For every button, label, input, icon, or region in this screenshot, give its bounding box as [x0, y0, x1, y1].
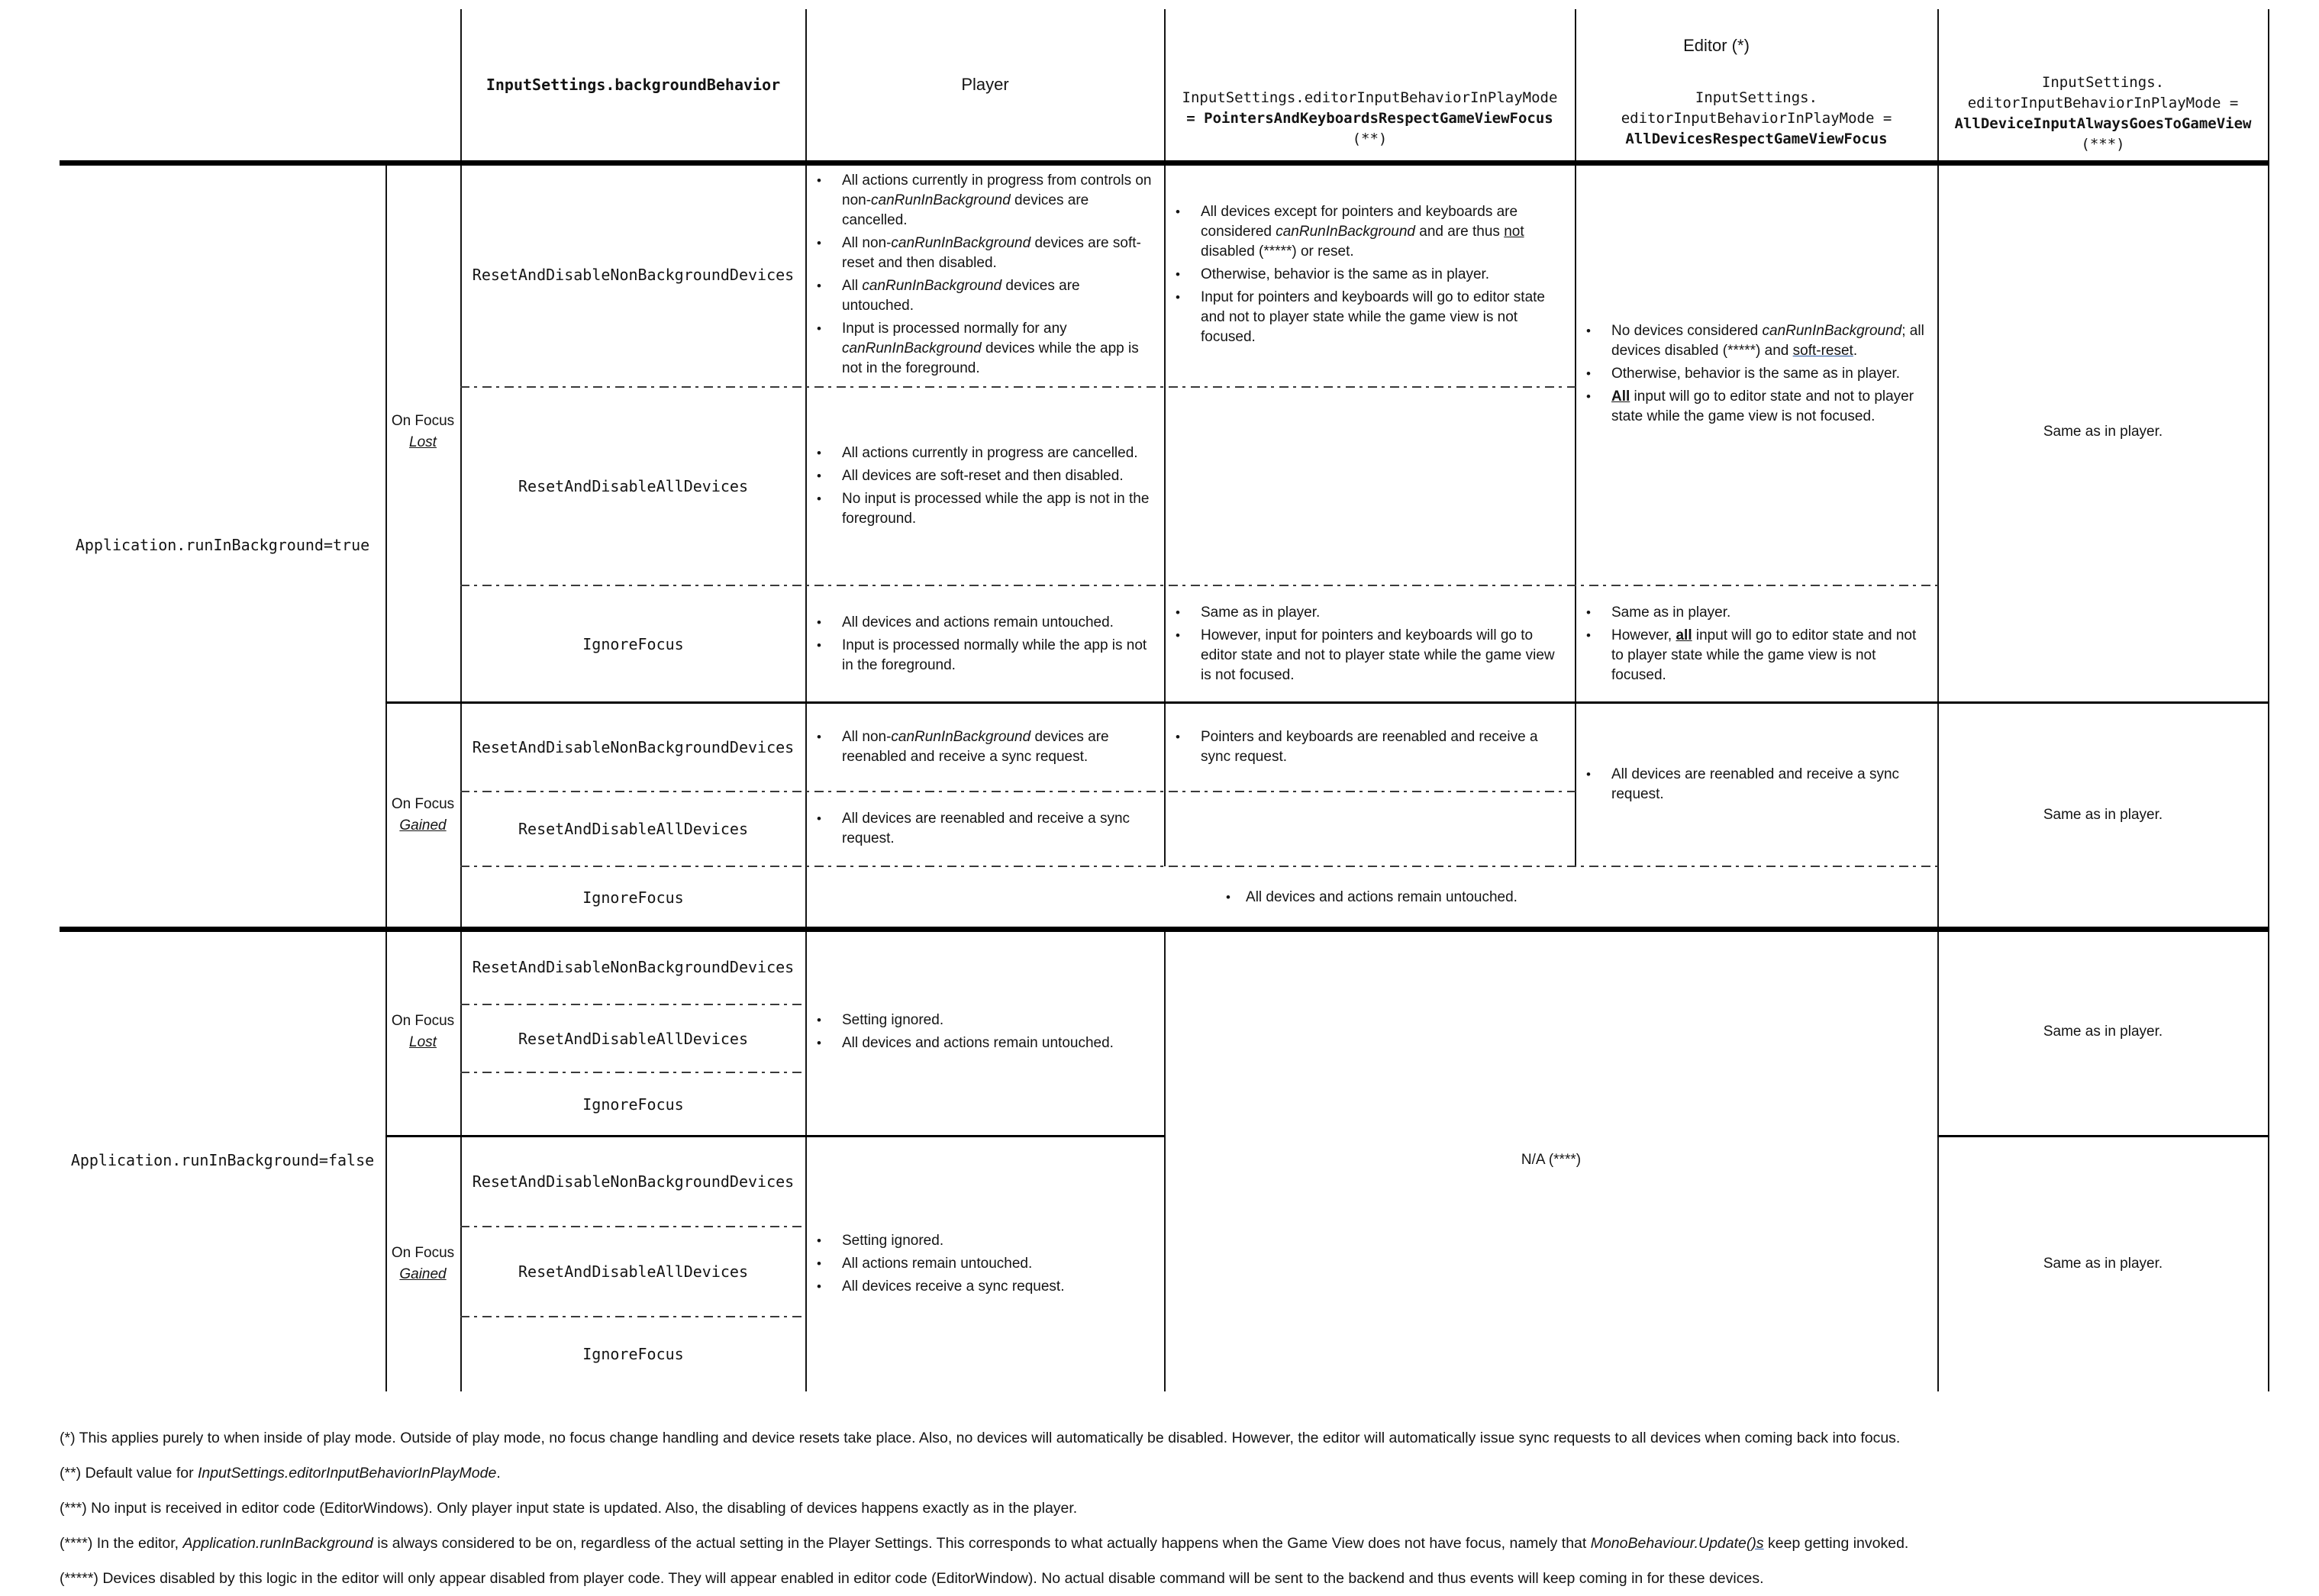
cell-true-lost-ignore-player [806, 585, 1164, 703]
text-segment: All devices and actions remain untouched. [1246, 889, 1518, 905]
bullet-text [1611, 626, 1937, 685]
bullet-text [1201, 288, 1575, 347]
text-segment: All devices except for pointers and keyboards are considered [1201, 204, 1518, 240]
behavior-true-gained-ignore: IgnoreFocus [582, 888, 684, 907]
text-segment: All actions currently in progress from controls on non- [842, 172, 1152, 208]
text-segment: Setting ignored. [842, 1233, 944, 1249]
cell-true-lost-alldevices-merged [1576, 163, 1937, 585]
text-segment: Otherwise, behavior is the same as in player. [1201, 266, 1490, 282]
header-pointers-line1: InputSettings.editorInputBehaviorInPlayMode [1182, 89, 1558, 106]
bullet-text [1611, 321, 1937, 361]
cell-true-lost-ignore-pointers [1165, 585, 1575, 703]
header-alldeviceinput-column [1938, 67, 2268, 160]
bullet-item [1576, 321, 1937, 361]
bullet-item [1165, 603, 1575, 623]
bullet-marker: • [1586, 767, 1591, 782]
bullet-marker: • [1586, 389, 1591, 404]
bullet-item [1165, 626, 1575, 685]
bullet-item [806, 1277, 1164, 1297]
behavior-true-lost-reset-all: ResetAndDisableAllDevices [518, 477, 749, 495]
header-player: Player [961, 75, 1009, 94]
cell-true-gained-nonbg-player [806, 703, 1164, 792]
text-segment: devices are reenabled and receive a sync request. [842, 729, 1109, 765]
bullet-text [1611, 603, 1937, 623]
cell-true-lost-ignore-alldevices [1576, 585, 1937, 703]
text-segment: input will go to editor state and not to player state while the game view is not focused. [1611, 388, 1914, 424]
bullet-item [1165, 288, 1575, 347]
bullet-marker: • [1176, 290, 1180, 305]
text-segment: However, [1611, 627, 1676, 643]
text-segment: canRunInBackground [871, 192, 1011, 208]
hyperlink[interactable]: )s [1751, 1535, 1764, 1552]
text-segment: and are thus [1414, 224, 1505, 240]
bullet-item [806, 613, 1164, 633]
bullet-text [842, 727, 1164, 767]
text-segment: canRunInBackground [842, 340, 982, 356]
behavior-true-gained-reset-all: ResetAndDisableAllDevices [518, 820, 749, 838]
bullet-text [842, 1277, 1164, 1297]
bullet-marker: • [1176, 730, 1180, 744]
bullet-text [842, 613, 1164, 633]
text-segment: No input is processed while the app is not in the foreground. [842, 491, 1150, 527]
bullet-text [1246, 888, 1518, 908]
header-alldevices-column [1576, 76, 1937, 160]
text-segment: (****) In the editor, [60, 1535, 183, 1552]
bullet-item [1226, 888, 1518, 908]
rowgroup-true-on-focus-gained [385, 703, 460, 927]
text-segment: (*****) Devices disabled by this logic in the editor will only appear disabled from player code. They will appear enabled in editor code (EditorWindow). No actual disable command will be sent to the backend and thus events will keep coming in for these devices. [60, 1570, 1764, 1587]
cell-false-gained-same-as-player: Same as in player. [2043, 1256, 2163, 1272]
text-segment: All devices are reenabled and receive a sync request. [842, 811, 1130, 846]
header-alldeviceinput-line4: (***) [2081, 136, 2125, 153]
bullet-item [1576, 364, 1937, 384]
table-border-vertical-lastcol-right [2268, 9, 2269, 1391]
bullet-item [806, 1011, 1164, 1030]
header-alldeviceinput-line3: AllDeviceInputAlwaysGoesToGameView [1954, 115, 2252, 132]
rowgroup-run-in-background-true: Application.runInBackground=true [75, 535, 370, 554]
text-segment: input will go to editor state and not to player state while the game view is not focused. [1611, 627, 1917, 683]
text-segment: All [1611, 388, 1630, 405]
text-segment: Input is processed normally for any [842, 321, 1067, 337]
text-segment: canRunInBackground [1276, 224, 1415, 240]
bullet-text [1201, 626, 1575, 685]
bullet-text [842, 1231, 1164, 1251]
text-segment: . [1853, 342, 1858, 359]
bullet-marker: • [1176, 628, 1180, 643]
text-segment: Input for pointers and keyboards will go to editor state and not to player state while the game view is not focused. [1201, 289, 1545, 345]
bullet-text [1201, 265, 1575, 285]
text-segment: All non- [842, 729, 892, 745]
behavior-false-lost-reset-all: ResetAndDisableAllDevices [518, 1029, 749, 1048]
on-focus-text: On Focus [391, 795, 455, 812]
bullet-marker: • [1176, 605, 1180, 620]
bullet-item [806, 636, 1164, 675]
bullet-marker: • [817, 1256, 821, 1271]
header-alldeviceinput-line1: InputSettings. [2041, 74, 2165, 91]
text-segment: canRunInBackground [862, 278, 1002, 294]
bullet-text [1611, 387, 1937, 427]
text-segment: MonoBehaviour.Update( [1590, 1535, 1752, 1552]
text-segment: All devices are reenabled and receive a sync request. [1611, 766, 1900, 802]
text-segment: canRunInBackground [1762, 322, 1902, 339]
behavior-true-gained-reset-non-bg: ResetAndDisableNonBackgroundDevices [472, 738, 795, 756]
bullet-marker: • [1586, 323, 1591, 338]
text-segment: All actions remain untouched. [842, 1256, 1033, 1272]
bullet-item [1576, 765, 1937, 804]
bullet-item [806, 171, 1164, 231]
bullet-marker: • [817, 1233, 821, 1248]
bullet-text [842, 1011, 1164, 1030]
footnote-3 [60, 1499, 1077, 1517]
bullet-text [1611, 364, 1937, 384]
text-segment: all [1676, 627, 1692, 643]
header-pointers-line3: (**) [1352, 130, 1388, 147]
bullet-item [806, 319, 1164, 379]
text-segment: keep getting invoked. [1763, 1535, 1909, 1552]
focus-lost-text: Lost [409, 434, 437, 450]
text-segment: All non- [842, 235, 892, 251]
text-segment: InputSettings.editorInputBehaviorInPlayMode [198, 1465, 497, 1482]
bullet-marker: • [817, 615, 821, 630]
bullet-marker: • [817, 236, 821, 250]
text-segment: All [842, 278, 863, 294]
bullet-item [806, 1254, 1164, 1274]
bullet-item [806, 1231, 1164, 1251]
header-alldevices-line1: InputSettings. [1695, 89, 1818, 106]
bullet-marker: • [817, 1036, 821, 1050]
text-segment: All devices and actions remain untouched. [842, 614, 1114, 630]
bullet-text [842, 1033, 1164, 1053]
behavior-true-lost-reset-non-bg: ResetAndDisableNonBackgroundDevices [472, 266, 795, 284]
on-focus-text: On Focus [391, 1013, 455, 1029]
rowgroup-false-on-focus-gained [385, 1137, 460, 1391]
rowgroup-true-on-focus-lost [385, 163, 460, 701]
header-pointers-line2: = PointersAndKeyboardsRespectGameViewFocus [1186, 109, 1553, 127]
header-editor-group: Editor (*) [1683, 36, 1750, 55]
bullet-text [842, 443, 1164, 463]
bullet-item [806, 234, 1164, 273]
behavior-false-gained-ignore: IgnoreFocus [582, 1345, 684, 1363]
text-segment: Input is processed normally while the app is not in the foreground. [842, 637, 1147, 673]
bullet-marker: • [1586, 366, 1591, 381]
cell-true-gained-same-as-player: Same as in player. [2043, 806, 2163, 823]
bullet-text [1611, 765, 1937, 804]
on-focus-text: On Focus [391, 1245, 455, 1261]
bullet-marker: • [1586, 628, 1591, 643]
cell-true-lost-resetall-player [806, 387, 1164, 585]
bullet-marker: • [817, 1279, 821, 1294]
bullet-marker: • [817, 469, 821, 483]
bullet-item [806, 466, 1164, 486]
text-segment: Same as in player. [1201, 605, 1321, 621]
text-segment: Application.runInBackground [182, 1535, 373, 1552]
bullet-text [1201, 202, 1575, 262]
text-segment: disabled (*****) or reset. [1201, 243, 1354, 260]
cell-true-gained-resetall-player [806, 792, 1164, 866]
bullet-marker: • [817, 321, 821, 336]
text-segment: canRunInBackground [891, 235, 1031, 251]
text-segment: Same as in player. [1611, 605, 1731, 621]
on-focus-text: On Focus [391, 413, 455, 429]
footnote-4 [60, 1534, 1908, 1552]
bullet-text [842, 466, 1164, 486]
text-segment: (***) No input is received in editor code (EditorWindows). Only player input state is updated. Also, the disabling of devices happens exactly as in the player. [60, 1500, 1078, 1517]
bullet-text [842, 234, 1164, 273]
cell-false-lost-player [806, 929, 1164, 1135]
text-segment: Pointers and keyboards are reenabled and receive a sync request. [1201, 729, 1538, 765]
cell-false-lost-same-as-player: Same as in player. [2043, 1024, 2163, 1040]
text-segment: (*) This applies purely to when inside of play mode. Outside of play mode, no focus change handling and device resets take place. Also, no devices will automatically be disabled. However, the editor will automatically issue sync requests to all devices when coming back into focus. [60, 1430, 1901, 1446]
text-segment: devices are soft-reset and then disabled. [842, 235, 1141, 271]
bullet-marker: • [817, 446, 821, 460]
text-segment: . [496, 1465, 501, 1482]
bullet-marker: • [817, 492, 821, 506]
bullet-marker: • [817, 811, 821, 826]
bullet-text [842, 809, 1164, 849]
bullet-item [1576, 603, 1937, 623]
bullet-item [1576, 387, 1937, 427]
cell-true-lost-same-as-player: Same as in player. [2043, 424, 2163, 440]
focus-lost-text: Lost [409, 1034, 437, 1050]
text-segment: Setting ignored. [842, 1012, 944, 1028]
bullet-item [806, 727, 1164, 767]
text-segment: No devices considered [1611, 322, 1763, 339]
bullet-item [806, 276, 1164, 316]
behavior-false-lost-reset-non-bg: ResetAndDisableNonBackgroundDevices [472, 957, 795, 976]
text-segment: However, input for pointers and keyboards will go to editor state and not to player state while the game view is not focused. [1201, 627, 1555, 683]
footnote-1 [60, 1429, 1900, 1447]
bullet-marker: • [1226, 890, 1230, 904]
bullet-marker: • [1586, 605, 1591, 620]
bullet-marker: • [817, 173, 821, 188]
behavior-false-gained-reset-all: ResetAndDisableAllDevices [518, 1262, 749, 1281]
behavior-true-lost-ignore: IgnoreFocus [582, 635, 684, 653]
bullet-text [1201, 603, 1575, 623]
bullet-item [1165, 727, 1575, 767]
bullet-marker: • [817, 1013, 821, 1027]
bullet-item [806, 1033, 1164, 1053]
rowgroup-false-on-focus-lost [385, 929, 460, 1135]
cell-true-gained-alldevices-merged [1576, 703, 1937, 866]
bullet-marker: • [1176, 267, 1180, 282]
header-alldeviceinput-line2: editorInputBehaviorInPlayMode = [1967, 95, 2239, 111]
text-segment: ; all devices disabled (*****) and [1611, 322, 1924, 359]
header-background-behavior: InputSettings.backgroundBehavior [485, 76, 781, 94]
header-alldevices-line2: editorInputBehaviorInPlayMode = [1621, 109, 1892, 127]
bullet-marker: • [817, 638, 821, 653]
bullet-item [806, 489, 1164, 529]
bullet-text [842, 636, 1164, 675]
cell-true-gained-nonbg-pointers [1165, 703, 1575, 792]
bullet-text [842, 489, 1164, 529]
bullet-item [1165, 265, 1575, 285]
footnote-5 [60, 1569, 1764, 1588]
hyperlink[interactable]: soft-reset [1792, 342, 1853, 359]
text-segment: All devices receive a sync request. [842, 1278, 1065, 1295]
focus-gained-text: Gained [399, 1266, 447, 1282]
text-segment: devices are cancelled. [842, 192, 1089, 228]
bullet-item [806, 809, 1164, 849]
bullet-item [806, 443, 1164, 463]
behavior-false-gained-reset-non-bg: ResetAndDisableNonBackgroundDevices [472, 1172, 795, 1191]
text-segment: All devices and actions remain untouched. [842, 1035, 1114, 1051]
bullet-item [1576, 626, 1937, 685]
text-segment: All actions currently in progress are cancelled. [842, 445, 1138, 461]
bullet-item [1165, 202, 1575, 262]
bullet-marker: • [817, 730, 821, 744]
header-alldevices-line3: AllDevicesRespectGameViewFocus [1625, 130, 1888, 147]
bullet-text [842, 171, 1164, 231]
text-segment: canRunInBackground [891, 729, 1031, 745]
behavior-false-lost-ignore: IgnoreFocus [582, 1095, 684, 1114]
bullet-text [842, 1254, 1164, 1274]
text-segment: devices while the app is not in the foreground. [842, 340, 1139, 376]
header-pointers-column [1165, 76, 1575, 160]
cell-false-na: N/A (****) [1521, 1152, 1582, 1168]
bullet-text [842, 276, 1164, 316]
bullet-text [1201, 727, 1575, 767]
focus-gained-text: Gained [399, 817, 447, 833]
rowgroup-run-in-background-false: Application.runInBackground=false [70, 1151, 375, 1169]
cell-true-lost-nonbg-pointers [1165, 163, 1575, 387]
text-segment: (**) Default value for [60, 1465, 198, 1482]
text-segment: All devices are soft-reset and then disabled. [842, 468, 1124, 484]
footnote-2 [60, 1464, 501, 1482]
bullet-text [842, 319, 1164, 379]
text-segment: devices are untouched. [842, 278, 1080, 314]
bullet-marker: • [1176, 205, 1180, 219]
cell-true-gained-ignore-merged [806, 866, 1937, 929]
text-segment: not [1504, 224, 1524, 240]
bullet-marker: • [817, 279, 821, 293]
text-segment: is always considered to be on, regardless of the actual setting in the Player Settings. This corresponds to what actually happens when the Game View does not have focus, namely that [373, 1535, 1591, 1552]
cell-false-gained-player [806, 1137, 1164, 1391]
cell-true-lost-nonbg-player [806, 163, 1164, 387]
text-segment: Otherwise, behavior is the same as in player. [1611, 365, 1901, 382]
